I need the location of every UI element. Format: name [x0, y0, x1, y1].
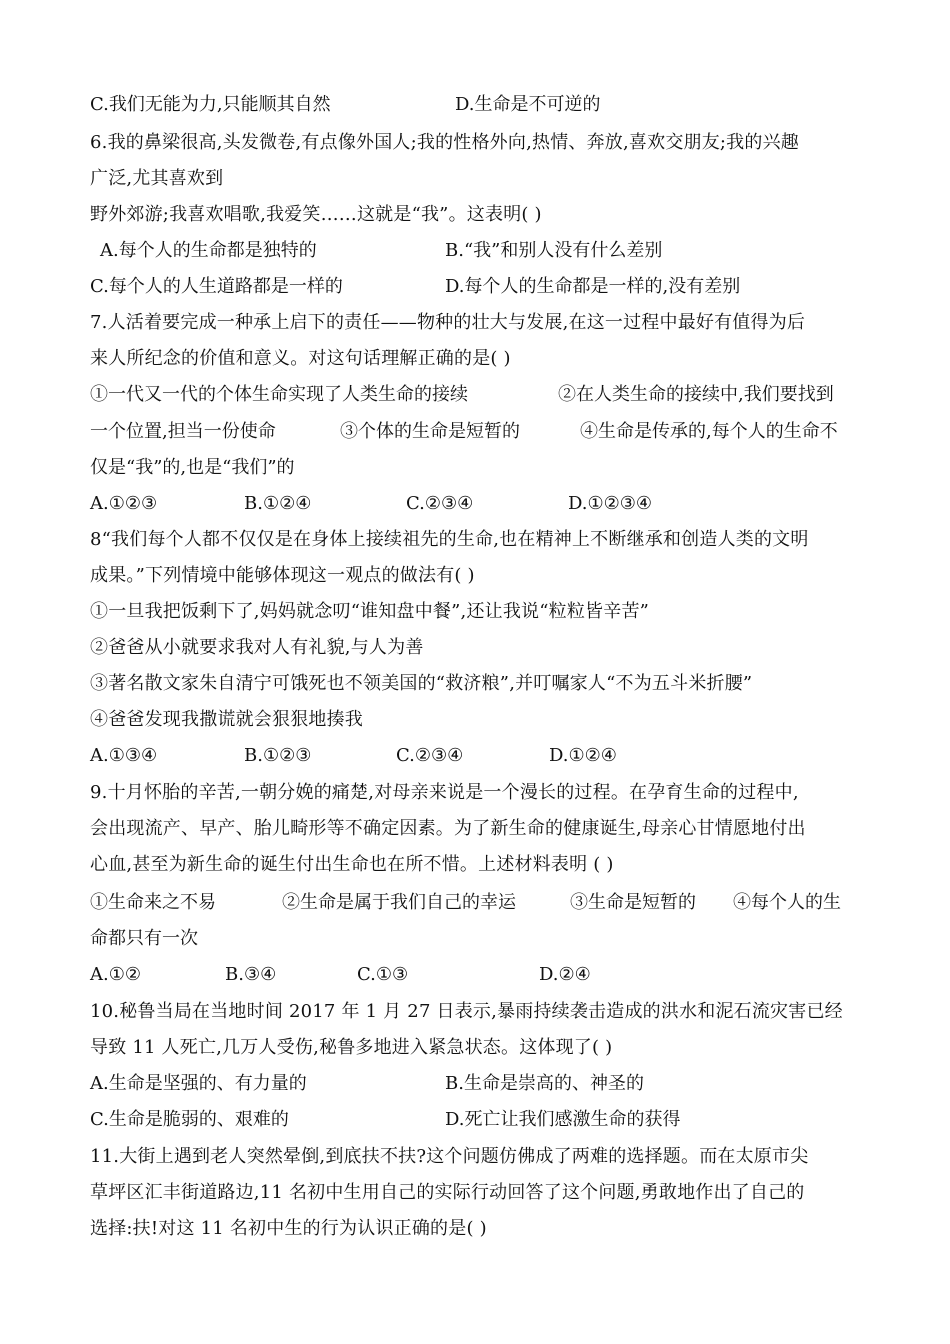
- q6-option-b: B.“我”和别人没有什么差别: [445, 240, 663, 261]
- q7-item-2b: 一个位置,担当一份使命: [90, 421, 276, 442]
- q11-stem-line-3: 选择:扶!对这 11 名初中生的行为认识正确的是( ): [90, 1218, 487, 1239]
- q9-option-d: D.②④: [539, 964, 591, 985]
- q10-option-b: B.生命是崇高的、神圣的: [445, 1073, 644, 1094]
- q8-item-2: ②爸爸从小就要求我对人有礼貌,与人为善: [90, 637, 424, 658]
- q9-item-2: ②生命是属于我们自己的幸运: [282, 892, 516, 913]
- q7-option-a: A.①②③: [90, 493, 158, 514]
- q7-item-4a: ④生命是传承的,每个人的生命不: [580, 421, 838, 442]
- q9-stem-line-1: 9.十月怀胎的辛苦,一朝分娩的痛楚,对母亲来说是一个漫长的过程。在孕育生命的过程中,: [90, 782, 799, 803]
- q9-option-c: C.①③: [357, 964, 409, 985]
- q7-stem-line-1: 7.人活着要完成一种承上启下的责任——物种的壮大与发展,在这一过程中最好有值得为后: [90, 312, 806, 333]
- q6-stem-line-1: 6.我的鼻梁很高,头发微卷,有点像外国人;我的性格外向,热情、奔放,喜欢交朋友;我的兴趣: [90, 132, 799, 153]
- q7-item-3: ③个体的生命是短暂的: [340, 421, 520, 442]
- q9-item-4a: ④每个人的生: [733, 892, 841, 913]
- q8-option-c: C.②③④: [396, 745, 464, 766]
- q5-option-d: D.生命是不可逆的: [455, 94, 601, 115]
- q6-stem-line-3: 野外郊游;我喜欢唱歌,我爱笑……这就是“我”。这表明( ): [90, 204, 542, 225]
- q6-option-d: D.每个人的生命都是一样的,没有差别: [445, 276, 741, 297]
- q8-option-a: A.①③④: [90, 745, 158, 766]
- q9-option-b: B.③④: [225, 964, 277, 985]
- q10-stem-line-2: 导致 11 人死亡,几万人受伤,秘鲁多地进入紧急状态。这体现了( ): [90, 1037, 613, 1058]
- q8-option-b: B.①②③: [244, 745, 312, 766]
- q8-item-4: ④爸爸发现我撒谎就会狠狠地揍我: [90, 709, 363, 730]
- q5-option-c: C.我们无能为力,只能顺其自然: [90, 94, 331, 115]
- q8-item-1: ①一旦我把饭剩下了,妈妈就念叨“谁知盘中餐”,还让我说“粒粒皆辛苦”: [90, 601, 650, 622]
- q9-item-3: ③生命是短暂的: [570, 892, 696, 913]
- q10-stem-line-1: 10.秘鲁当局在当地时间 2017 年 1 月 27 日表示,暴雨持续袭击造成的洪水和泥石流灾害已经: [90, 1001, 843, 1022]
- q7-option-b: B.①②④: [244, 493, 312, 514]
- q6-stem-line-2: 广泛,尤其喜欢到: [90, 168, 224, 189]
- q6-option-c: C.每个人的人生道路都是一样的: [90, 276, 343, 297]
- q8-stem-line-2: 成果。”下列情境中能够体现这一观点的做法有( ): [90, 565, 475, 586]
- q11-stem-line-1: 11.大街上遇到老人突然晕倒,到底扶不扶?这个问题仿佛成了两难的选择题。而在太原市尖: [90, 1146, 809, 1167]
- q9-stem-line-2: 会出现流产、早产、胎儿畸形等不确定因素。为了新生命的健康诞生,母亲心甘情愿地付出: [90, 818, 806, 839]
- q11-stem-line-2: 草坪区汇丰街道路边,11 名初中生用自己的实际行动回答了这个问题,勇敢地作出了自己的: [90, 1182, 805, 1203]
- q9-item-4b: 命都只有一次: [90, 928, 198, 949]
- q7-item-1: ①一代又一代的个体生命实现了人类生命的接续: [90, 384, 468, 405]
- q10-option-c: C.生命是脆弱的、艰难的: [90, 1109, 289, 1130]
- q8-stem-line-1: 8“我们每个人都不仅仅是在身体上接续祖先的生命,也在精神上不断继承和创造人类的文明: [90, 529, 809, 550]
- q9-stem-line-3: 心血,甚至为新生命的诞生付出生命也在所不惜。上述材料表明 ( ): [90, 854, 614, 875]
- q9-option-a: A.①②: [90, 964, 141, 985]
- q7-option-d: D.①②③④: [568, 493, 653, 514]
- q7-item-4b: 仅是“我”的,也是“我们”的: [90, 457, 295, 478]
- q7-option-c: C.②③④: [406, 493, 474, 514]
- q8-option-d: D.①②④: [549, 745, 617, 766]
- q8-item-3: ③著名散文家朱自清宁可饿死也不领美国的“救济粮”,并叮嘱家人“不为五斗米折腰”: [90, 673, 753, 694]
- q7-item-2a: ②在人类生命的接续中,我们要找到: [558, 384, 834, 405]
- q10-option-d: D.死亡让我们感激生命的获得: [445, 1109, 681, 1130]
- q10-option-a: A.生命是坚强的、有力量的: [90, 1073, 307, 1094]
- q7-stem-line-2: 来人所纪念的价值和意义。对这句话理解正确的是( ): [90, 348, 511, 369]
- q9-item-1: ①生命来之不易: [90, 892, 216, 913]
- q6-option-a: A.每个人的生命都是独特的: [100, 240, 317, 261]
